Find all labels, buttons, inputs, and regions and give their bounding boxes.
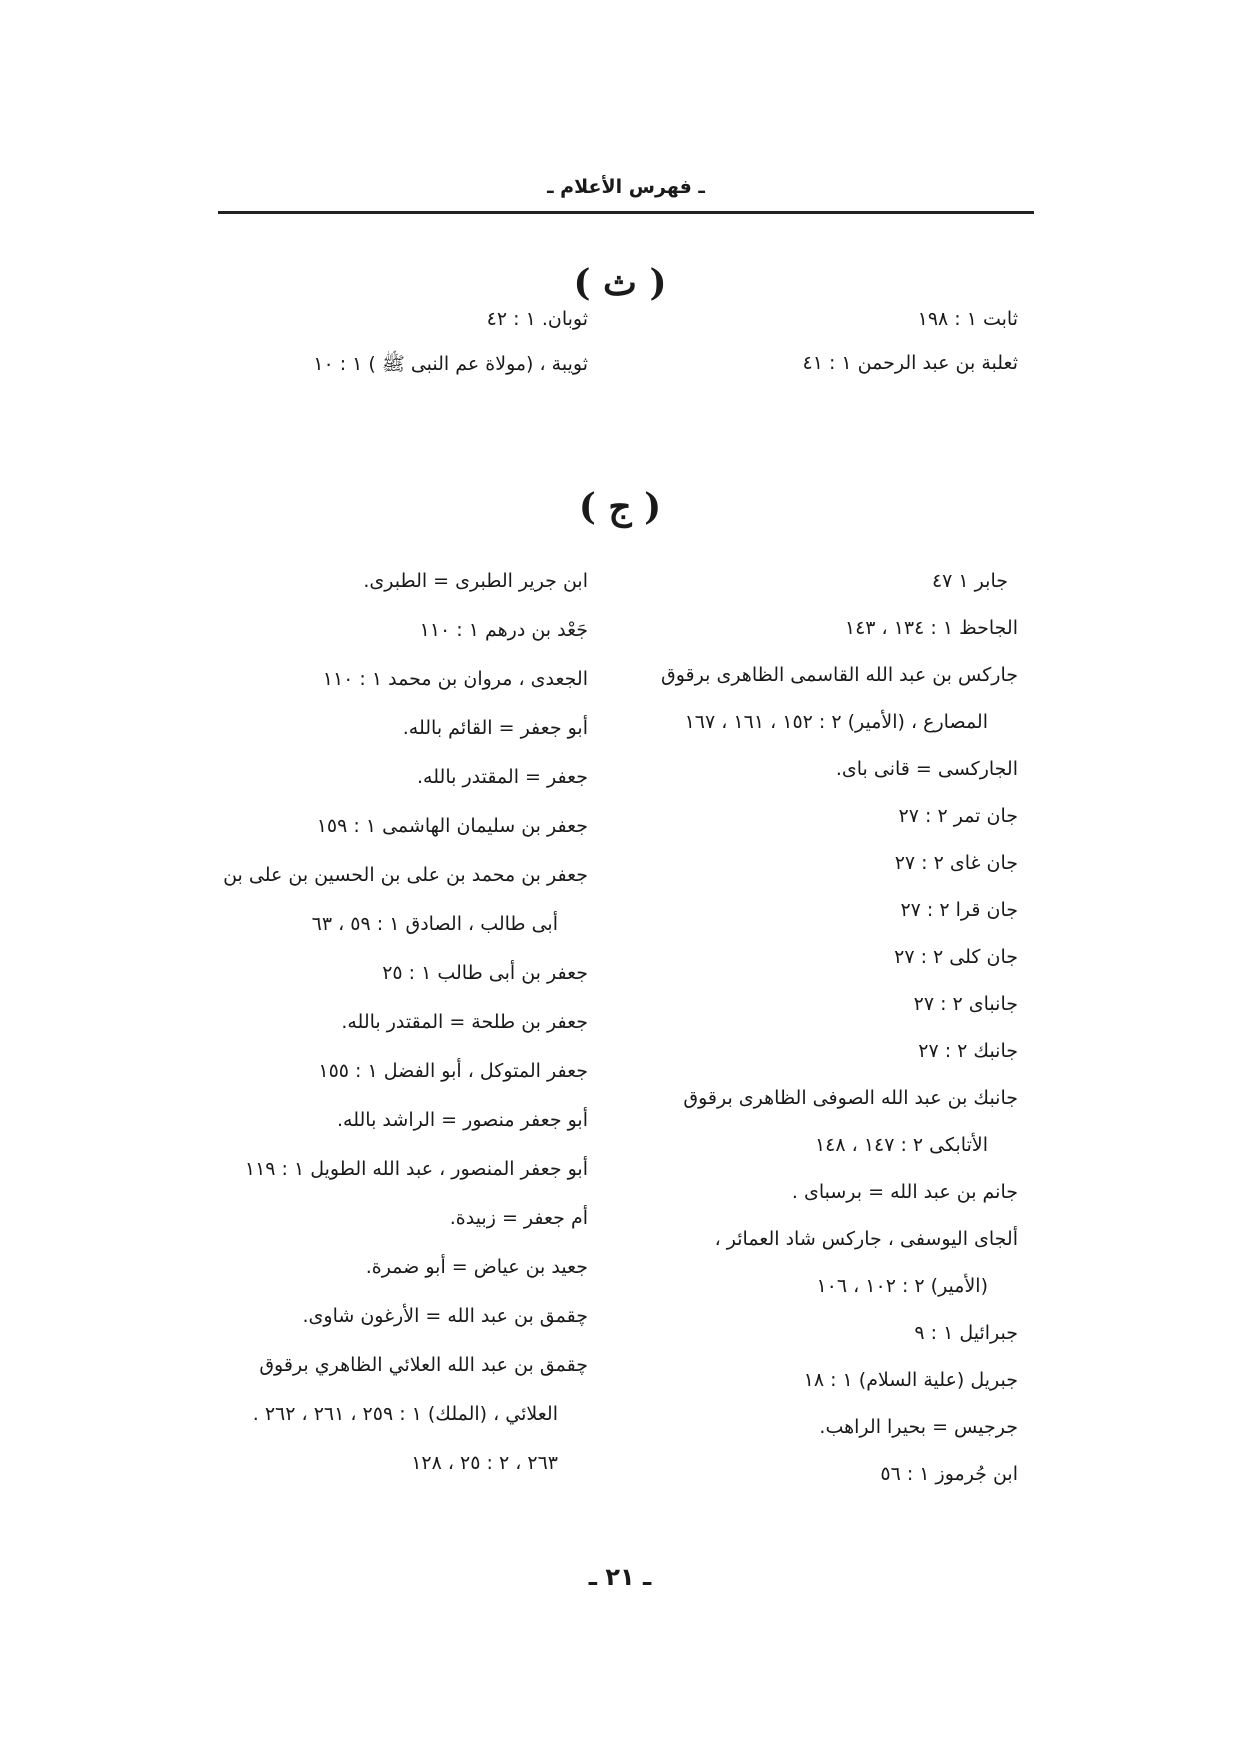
index-entry: الجاحظ ١ : ١٣٤ ، ١٤٣ (844, 617, 1018, 639)
index-entry: جانم بن عبد الله = برسباى . (791, 1181, 1018, 1203)
page-header-title: ـ فهرس الأعلام ـ (547, 176, 705, 198)
index-entry: جان كلى ٢ : ٢٧ (894, 946, 1018, 968)
index-entry-continuation: ٢٦٣ ، ٢ : ٢٥ ، ١٢٨ (411, 1452, 558, 1474)
index-entry: أبو جعفر منصور = الراشد بالله. (337, 1109, 588, 1131)
index-entry: ثوبان. ١ : ٤٢ (486, 308, 588, 330)
index-entry: جرجيس = بحيرا الراهب. (819, 1416, 1018, 1438)
index-entry: جبرائيل ١ : ٩ (914, 1322, 1018, 1344)
index-entry: ثابت ١ : ١٩٨ (917, 308, 1018, 330)
index-entry: چقمق بن عبد الله العلائي الظاهري برقوق (259, 1354, 588, 1376)
index-entry: جعفر المتوكل ، أبو الفضل ١ : ١٥٥ (318, 1060, 588, 1082)
index-entry: الجعدى ، مروان بن محمد ١ : ١١٠ (322, 668, 588, 690)
index-entry-continuation: المصارع ، (الأمير) ٢ : ١٥٢ ، ١٦١ ، ١٦٧ (684, 711, 988, 733)
index-entry: ابن جُرموز ١ : ٥٦ (880, 1463, 1018, 1485)
index-entry: ألجاى اليوسفى ، جاركس شاد العمائر ، (714, 1228, 1018, 1250)
index-entry: ثعلبة بن عبد الرحمن ١ : ٤١ (802, 352, 1018, 374)
index-entry: جابر ١ ٤٧ (931, 570, 1008, 592)
header-rule (218, 211, 1034, 214)
index-entry: جاركس بن عبد الله القاسمى الظاهرى برقوق (661, 664, 1018, 686)
section-letter-jim: ( ج ) (578, 486, 662, 528)
section-letter-tha: ( ث ) (573, 262, 667, 304)
index-entry: جانباى ٢ : ٢٧ (913, 993, 1018, 1015)
index-entry: جعفر بن محمد بن على بن الحسين بن على بن (223, 864, 588, 886)
index-entry: جانبك بن عبد الله الصوفى الظاهرى برقوق (683, 1087, 1018, 1109)
index-entry-continuation: (الأمير) ٢ : ١٠٢ ، ١٠٦ (816, 1275, 988, 1297)
index-entry: أبو جعفر المنصور ، عبد الله الطويل ١ : ١١٩ (244, 1158, 588, 1180)
index-entry: ابن جرير الطبرى = الطبرى. (363, 570, 588, 592)
index-entry: جبريل (علية السلام) ١ : ١٨ (803, 1369, 1018, 1391)
index-entry: جان غاى ٢ : ٢٧ (894, 852, 1018, 874)
index-entry: جعفر بن أبى طالب ١ : ٢٥ (382, 962, 588, 984)
page-number: ـ ٢١ ـ (588, 1563, 652, 1591)
index-entry: جعفر بن طلحة = المقتدر بالله. (341, 1011, 588, 1033)
index-entry: أم جعفر = زبيدة. (449, 1207, 588, 1229)
index-entry-continuation: العلائي ، (الملك) ١ : ٢٥٩ ، ٢٦١ ، ٢٦٢ . (252, 1403, 558, 1425)
index-entry: جان تمر ٢ : ٢٧ (898, 805, 1018, 827)
index-entry: چقمق بن عبد الله = الأرغون شاوى. (302, 1305, 588, 1327)
index-entry: أبو جعفر = القائم بالله. (402, 717, 588, 739)
index-entry: جَعْد بن درهم ١ : ١١٠ (419, 619, 588, 641)
index-entry: جعفر = المقتدر بالله. (417, 766, 588, 788)
index-entry: الجاركسى = قانى باى. (835, 758, 1018, 780)
index-entry: جعيد بن عياض = أبو ضمرة. (365, 1256, 588, 1278)
index-entry: ثويبة ، (مولاة عم النبى ﷺ ) ١ : ١٠ (313, 353, 588, 375)
index-entry: جانبك ٢ : ٢٧ (918, 1040, 1018, 1062)
index-entry: جان قرا ٢ : ٢٧ (900, 899, 1018, 921)
index-entry-continuation: الأتابكى ٢ : ١٤٧ ، ١٤٨ (814, 1134, 988, 1156)
index-entry-continuation: أبى طالب ، الصادق ١ : ٥٩ ، ٦٣ (311, 913, 558, 935)
index-entry: جعفر بن سليمان الهاشمى ١ : ١٥٩ (316, 815, 588, 837)
